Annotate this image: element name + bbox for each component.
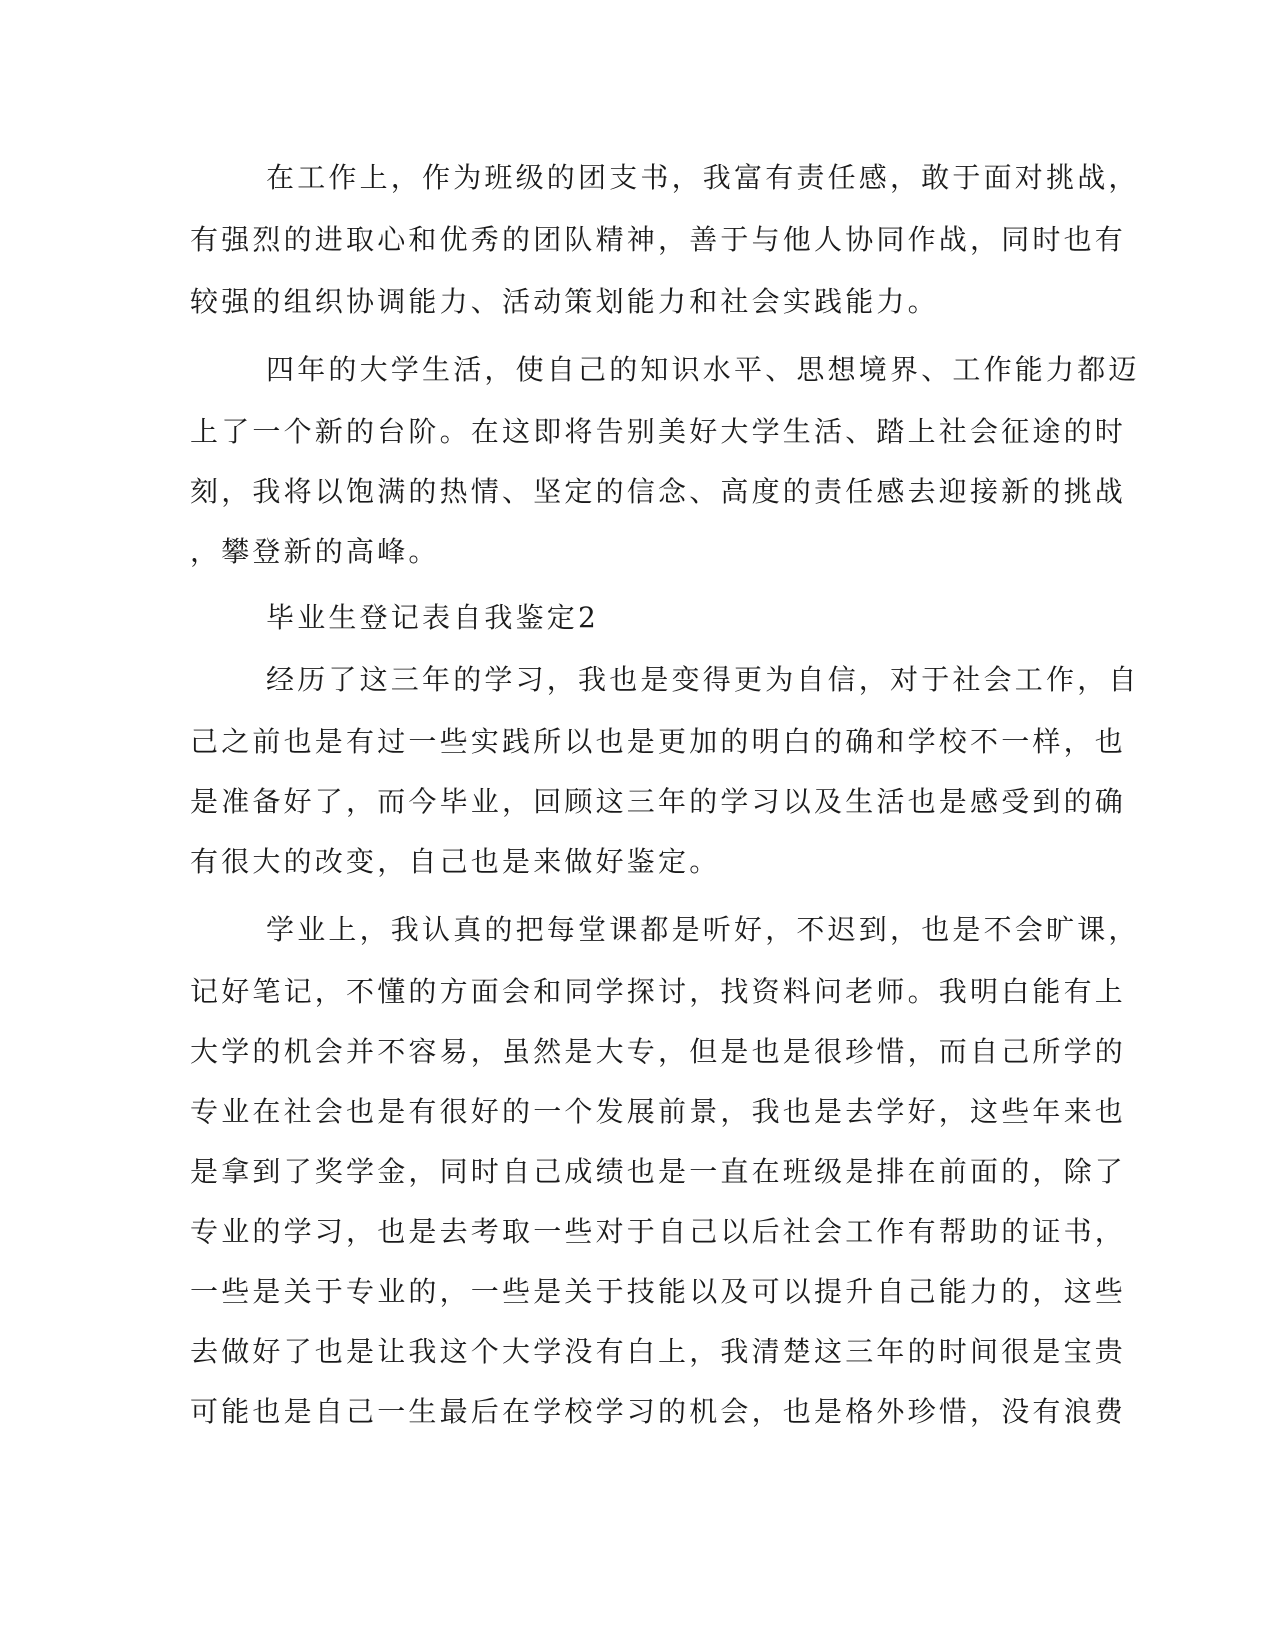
paragraph-4-line-9: 可能也是自己一生最后在学校学习的机会，也是格外珍惜，没有浪费 [190,1395,1127,1428]
paragraph-1-line-1: 在工作上，作为班级的团支书，我富有责任感，敢于面对挑战， [266,161,1140,194]
paragraph-2-line-4: ，攀登新的高峰。 [190,535,440,568]
paragraph-3-line-3: 是准备好了，而今毕业，回顾这三年的学习以及生活也是感受到的确 [190,785,1127,818]
paragraph-4-line-1: 学业上，我认真的把每堂课都是听好，不迟到，也是不会旷课， [266,913,1140,946]
paragraph-4-line-5: 是拿到了奖学金，同时自己成绩也是一直在班级是排在前面的，除了 [190,1155,1127,1188]
paragraph-3-line-1: 经历了这三年的学习，我也是变得更为自信，对于社会工作，自 [266,663,1140,696]
paragraph-2-line-2: 上了一个新的台阶。在这即将告别美好大学生活、踏上社会征途的时 [190,415,1127,448]
paragraph-4-line-3: 大学的机会并不容易，虽然是大专，但是也是很珍惜，而自己所学的 [190,1035,1127,1068]
paragraph-4-line-7: 一些是关于专业的，一些是关于技能以及可以提升自己能力的，这些 [190,1275,1127,1308]
paragraph-1-line-3: 较强的组织协调能力、活动策划能力和社会实践能力。 [190,285,939,318]
paragraph-4-line-8: 去做好了也是让我这个大学没有白上，我清楚这三年的时间很是宝贵 [190,1335,1127,1368]
paragraph-2-line-3: 刻，我将以饱满的热情、坚定的信念、高度的责任感去迎接新的挑战 [190,475,1127,508]
paragraph-1-line-2: 有强烈的进取心和优秀的团队精神，善于与他人协同作战，同时也有 [190,223,1127,256]
paragraph-3-line-2: 己之前也是有过一些实践所以也是更加的明白的确和学校不一样，也 [190,725,1127,758]
paragraph-4-line-6: 专业的学习，也是去考取一些对于自己以后社会工作有帮助的证书， [190,1215,1127,1248]
paragraph-4-line-4: 专业在社会也是有很好的一个发展前景，我也是去学好，这些年来也 [190,1095,1127,1128]
paragraph-2-line-1: 四年的大学生活，使自己的知识水平、思想境界、工作能力都迈 [266,353,1140,386]
paragraph-3-line-4: 有很大的改变，自己也是来做好鉴定。 [190,845,721,878]
paragraph-4-line-2: 记好笔记，不懂的方面会和同学探讨，找资料问老师。我明白能有上 [190,975,1127,1008]
section-heading: 毕业生登记表自我鉴定2 [266,601,600,634]
